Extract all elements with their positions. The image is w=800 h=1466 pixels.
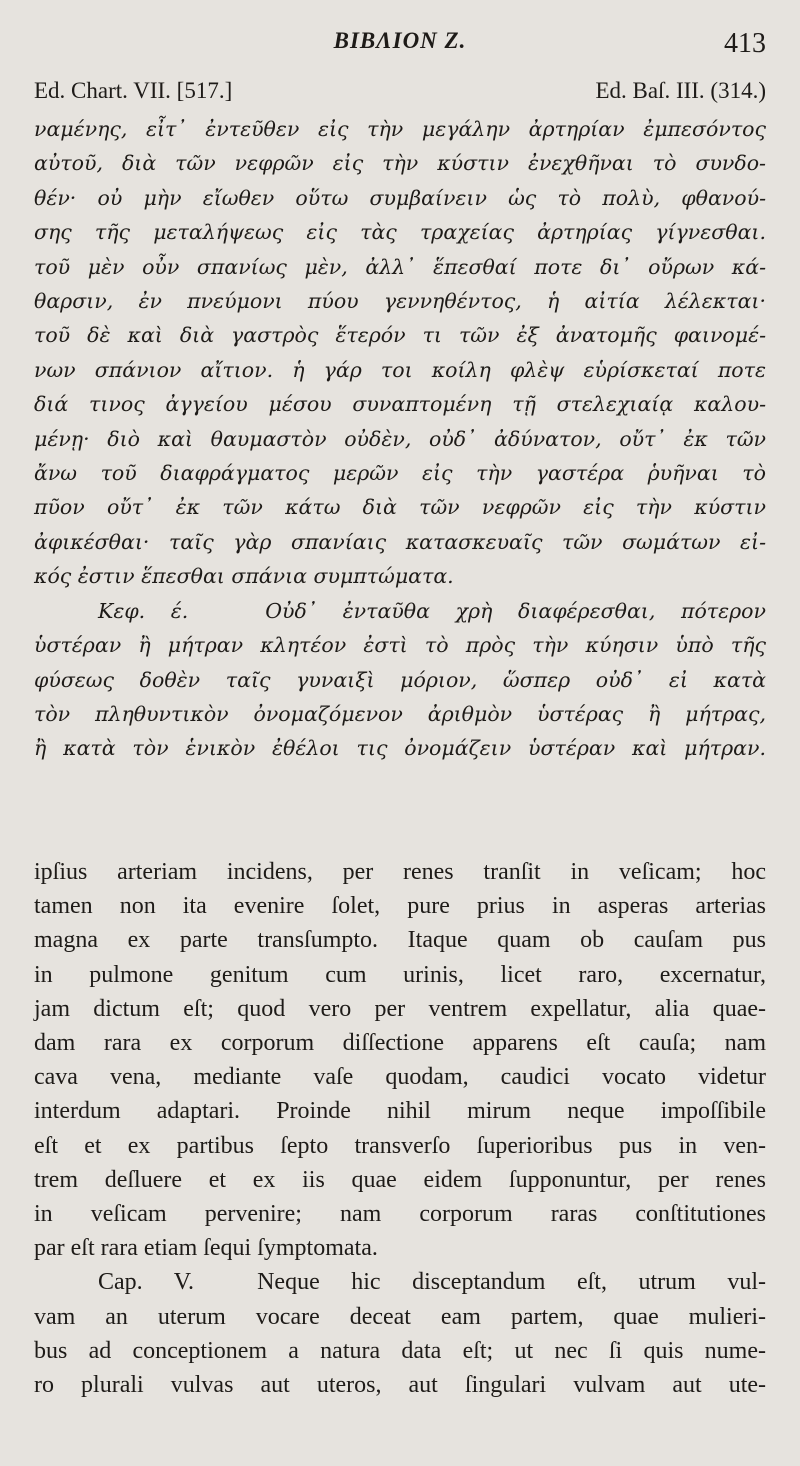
greek-line: τοῦ μὲν οὖν σπανίως μὲν, ἀλλ᾽ ἕπεσθαί ποτε δι᾽ οὔρων κά- — [34, 254, 766, 279]
latin-line: jam dictum eſt; quod vero per ventrem expellatur, alia quae- — [34, 995, 766, 1022]
latin-line: dam rara ex corporum diſſectione apparens eſt cauſa; nam — [34, 1030, 766, 1057]
greek-line: θέν· οὐ μὴν εἴωθεν οὕτω συμβαίνειν ὡς τὸ πολὺ, φθανού- — [34, 185, 766, 210]
greek-line: ἄνω τοῦ διαφράγματος μερῶν εἰς τὴν γαστέρα ῥυῆναι τὸ — [34, 461, 766, 486]
latin-line: ipſius arteriam incidens, per renes tranſit in veſicam; hoc — [34, 859, 766, 885]
latin-line: par eſt rara etiam ſequi ſymptomata. — [34, 1235, 378, 1262]
greek-line: διά τινος ἀγγείου μέσου συναπτομένη τῇ στελεχιαίᾳ καλου- — [34, 392, 766, 417]
greek-chapter-first-line — [34, 594, 766, 628]
latin-line: in pulmone genitum cum urinis, licet raro, excernatur, — [34, 961, 766, 988]
greek-line: ναμένης, εἶτ᾽ ἐντεῦθεν εἰς τὴν μεγάλην ἀρτηρίαν ἐμπεσόντος — [34, 117, 766, 141]
latin-line: in veſicam pervenire; nam corporum raras conſtitutiones — [34, 1201, 766, 1228]
latin-line: trem deſluere et ex iis quae eidem ſupponuntur, per renes — [34, 1166, 766, 1193]
greek-line: ὑστέραν ἢ μήτραν κλητέον ἐστὶ τὸ πρὸς τὴν κύησιν ὑπὸ τῆς — [34, 633, 766, 658]
latin-text-block — [34, 855, 766, 1402]
latin-line: ro plurali vulvas aut uteros, aut ſingulari vulvam aut ute- — [34, 1372, 766, 1399]
edition-reference-right: Ed. Baſ. III. (314.) — [595, 78, 766, 103]
greek-line: τοῦ δὲ καὶ διὰ γαστρὸς ἕτερόν τι τῶν ἐξ ἀνατομῆς φαινομέ- — [34, 323, 766, 348]
latin-line: interdum adaptari. Proinde nihil mirum neque impoſſibile — [34, 1098, 766, 1125]
latin-line: tamen non ita evenire ſolet, pure prius in asperas arterias — [34, 893, 766, 920]
latin-chapter-heading: Cap. V. — [98, 1269, 195, 1296]
greek-chapter-opening: Οὐδ᾽ ἐνταῦθα χρὴ διαφέρεσθαι, πότερον — [265, 598, 766, 623]
latin-line: vam an uterum vocare deceat eam partem, quae mulieri- — [34, 1303, 766, 1330]
edition-reference-left: Ed. Chart. VII. [517.] — [34, 78, 233, 103]
latin-chapter-first-line — [34, 1265, 766, 1299]
greek-line: μένῃ· διὸ καὶ θαυμαστὸν οὐδὲν, οὐδ᾽ ἀδύνατον, οὔτ᾽ ἐκ τῶν — [34, 426, 766, 451]
greek-line: σης τῆς μεταλήψεως εἰς τὰς τραχείας ἀρτηρίας γίγνεσθαι. — [34, 220, 766, 245]
greek-line: θαρσιν, ἐν πνεύμονι πύου γεννηθέντος, ἡ αἰτία λέλεκται· — [34, 289, 766, 314]
running-title: BIBΛΙΟΝ Ζ. — [333, 28, 467, 53]
greek-line: κός ἐστιν ἕπεσθαι σπάνια συμπτώματα. — [34, 564, 454, 589]
greek-line: ἀφικέσθαι· ταῖς γὰρ σπανίαις κατασκευαῖς τῶν σωμάτων εἰ- — [34, 529, 766, 554]
greek-line: τὸν πληθυντικὸν ὀνομαζόμενον ἀριθμὸν ὑστέρας ἢ μήτρας, — [34, 701, 766, 726]
greek-line: νων σπάνιον αἴτιον. ἡ γάρ τοι κοίλη φλὲψ εὑρίσκεταί ποτε — [34, 357, 766, 382]
greek-line: αὐτοῦ, διὰ τῶν νεφρῶν εἰς τὴν κύστιν ἐνεχθῆναι τὸ συνδο- — [34, 151, 766, 176]
greek-text-block — [34, 112, 766, 766]
latin-line: bus ad conceptionem a natura data eſt; ut nec ſi quis nume- — [34, 1337, 766, 1364]
greek-chapter-heading: Κεφ. έ. — [98, 598, 189, 623]
greek-line: ἢ κατὰ τὸν ἑνικὸν ἐθέλοι τις ὀνομάζειν ὑστέραν καὶ μήτραν. — [34, 736, 766, 761]
page-number: 413 — [724, 28, 766, 59]
latin-chapter-opening: Neque hic disceptandum eſt, utrum vul- — [257, 1269, 767, 1296]
latin-line: magna ex parte transſumpto. Itaque quam ob cauſam pus — [34, 927, 766, 954]
latin-line: cava vena, mediante vaſe quodam, caudici vocato videtur — [34, 1064, 766, 1091]
greek-line: πῦον οὔτ᾽ ἐκ τῶν κάτω διὰ τῶν νεφρῶν εἰς τὴν κύστιν — [34, 495, 766, 520]
greek-line: φύσεως δοθὲν ταῖς γυναιξὶ μόριον, ὥσπερ οὐδ᾽ εἰ κατὰ — [34, 667, 766, 692]
latin-line: eſt et ex partibus ſepto transverſo ſuperioribus pus in ven- — [34, 1132, 766, 1159]
edition-reference-row — [34, 78, 766, 104]
